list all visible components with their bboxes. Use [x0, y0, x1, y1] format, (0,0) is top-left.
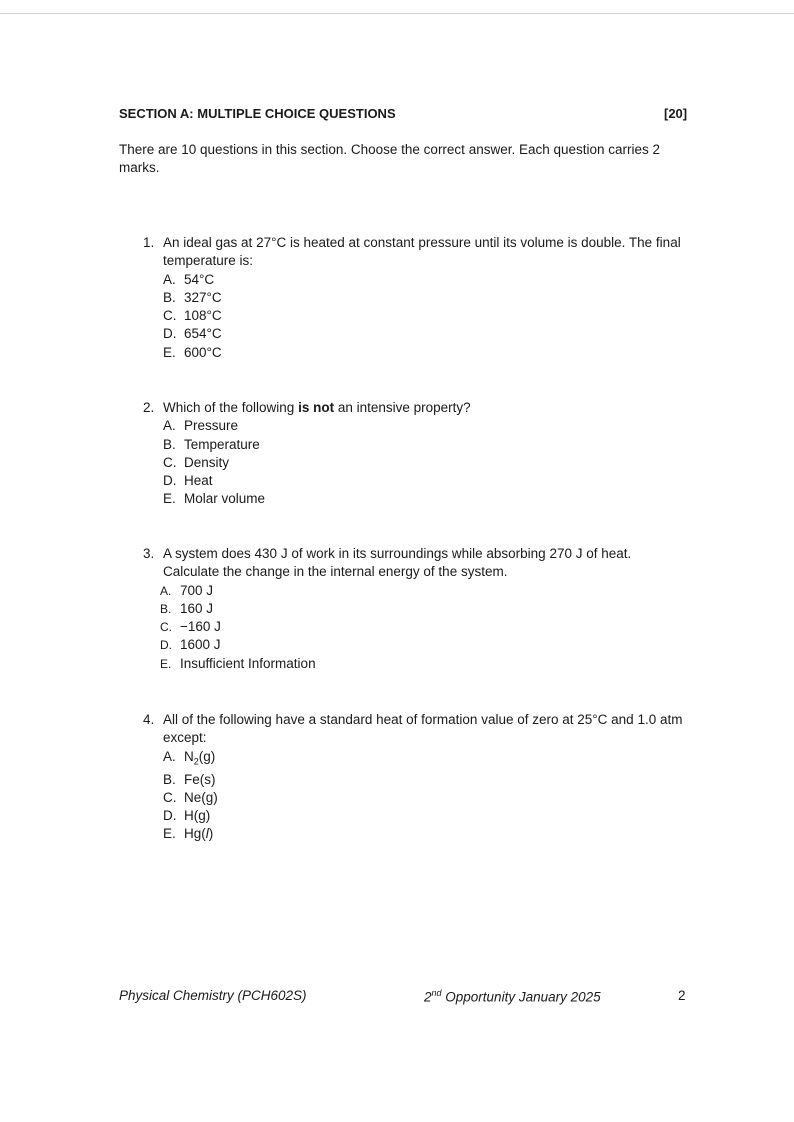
option-a: A. 54°C: [163, 271, 215, 287]
option-e: E. 600°C: [163, 344, 222, 360]
option-a: A. $N_2(g)$: [163, 748, 216, 767]
option-b: B. 327°C: [163, 289, 222, 305]
question-1: [143, 234, 683, 362]
option-d: D. 654°C: [163, 326, 222, 342]
options-list: [160, 582, 683, 673]
question-3: [143, 545, 683, 673]
footer-opportunity: 2nd Opportunity January 2025: [424, 988, 601, 1005]
option-b: B. Temperature: [163, 436, 260, 452]
question-stem: A system does 430 J of work in its surroundings while absorbing 270 J of heat. Calculate the change in the internal energy of the system.: [163, 546, 632, 580]
question-number: 2.: [143, 400, 155, 415]
option-c: C. −160 J: [160, 619, 221, 635]
option-e: E. Insufficient Information: [160, 655, 316, 671]
section-marks: [20]: [664, 106, 688, 121]
options-list: [163, 417, 683, 508]
option-a: A. 700 J: [160, 582, 214, 598]
options-list: [163, 748, 683, 844]
option-c: C. 108°C: [163, 308, 222, 324]
question-stem: All of the following have a standard heat of formation value of zero at 25°C and 1.0 atm except:: [163, 712, 683, 746]
option-e: E. Molar volume: [163, 491, 266, 507]
scan-edge-line: [0, 13, 794, 14]
option-c: C. Ne(g): [163, 789, 218, 805]
question-number: 3.: [143, 546, 155, 561]
question-number: 4.: [143, 712, 155, 727]
option-c: C. Density: [163, 454, 230, 470]
question-number: 1.: [143, 235, 155, 250]
question-2: [143, 399, 683, 509]
option-b: B. Fe(s): [163, 771, 216, 787]
option-d: D. H(g): [163, 808, 211, 824]
option-b: B. 160 J: [160, 600, 214, 616]
option-e: E. Hg(l): [163, 826, 214, 842]
footer-course: Physical Chemistry (PCH602S): [119, 988, 307, 1003]
options-list: [163, 271, 683, 362]
section-title: SECTION A: MULTIPLE CHOICE QUESTIONS: [119, 106, 396, 121]
section-instructions: There are 10 questions in this section. Choose the correct answer. Each question carries 2 marks.: [119, 142, 661, 175]
page-number: 2: [678, 988, 686, 1003]
question-stem: Which of the following is not an intensive property?: [163, 400, 471, 415]
question-4: [143, 711, 683, 844]
option-d: D. 1600 J: [160, 637, 221, 653]
option-d: D. Heat: [163, 473, 213, 489]
option-a: A. Pressure: [163, 418, 239, 434]
question-stem: An ideal gas at 27°C is heated at constant pressure until its volume is double. The final temperature is:: [163, 235, 681, 269]
